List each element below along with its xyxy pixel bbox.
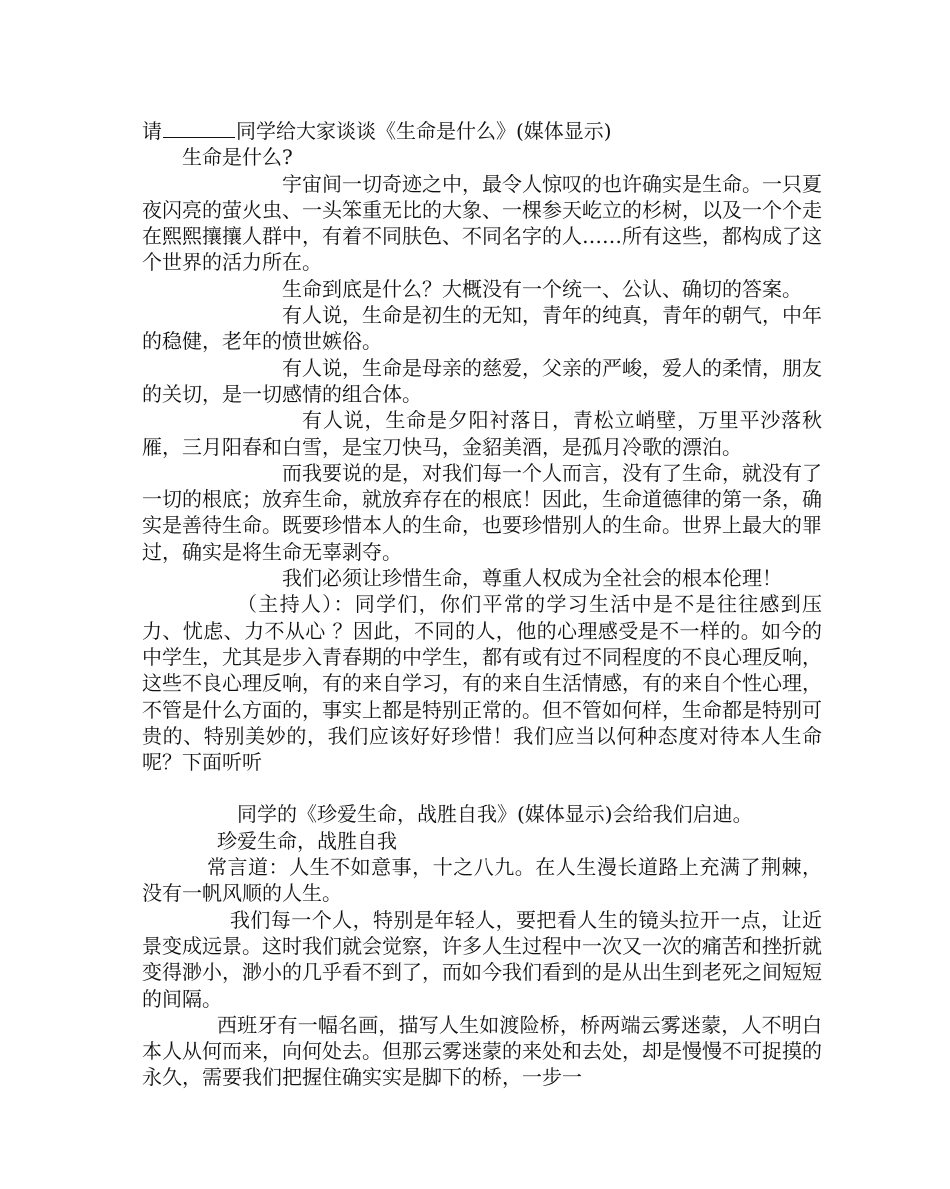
section2-paragraph-1: 常言道：人生不如意事，十之八九。在人生漫长道路上充满了荆棘，没有一帆风顺的人生。 xyxy=(142,855,822,906)
section1-paragraph-3: 有人说，生命是初生的无知，青年的纯真，青年的朝气，中年的稳健，老年的愤世嫉俗。 xyxy=(142,303,822,354)
host-paragraph: （主持人）：同学们，你们平常的学习生活中是不是往往感到压力、忧虑、力不从心 ？因此，不同的人，他的心理感受是不一样的。如今的中学生，尤其是步入青春期的中学生，都有或有过不同程度的不良心理反响，这些不良心理反响，有的来自学习，有的来自生活情感，有的来自个性心理，不管是什么方面的，事实上都是特别正常的。但不管如何样，生命都是特别可贵的、特别美妙的，我们应该好好珍惜！我们应当以何种态度对待本人生命呢？下面听听 xyxy=(142,592,822,775)
section1-paragraph-7: 我们必须让珍惜生命，尊重人权成为全社会的根本伦理！ xyxy=(282,566,782,591)
name-blank xyxy=(163,119,235,138)
section2-heading: 珍爱生命，战胜自我 xyxy=(217,828,397,853)
document-body xyxy=(142,118,822,1091)
intro-line xyxy=(142,118,822,144)
intro-suffix: 同学给大家谈谈《生命是什么》(媒体显示) xyxy=(236,119,612,143)
intro-prefix: 请 xyxy=(142,119,162,143)
section1-paragraph-4: 有人说，生命是母亲的慈爱，父亲的严峻，爱人的柔情，朋友的关切，是一切感情的组合体。 xyxy=(142,355,822,406)
section2-paragraph-3: 西班牙有一幅名画，描写人生如渡险桥，桥两端云雾迷蒙，人不明白本人从何而来，向何处去。但那云雾迷蒙的来处和去处，却是慢慢不可捉摸的永久，需要我们把握住确实实是脚下的桥，一步一 xyxy=(142,1012,822,1090)
paragraph-gap xyxy=(142,775,822,801)
section1-paragraph-6: 而我要说的是，对我们每一个人而言，没有了生命，就没有了一切的根底；放弃生命，就放弃存在的根底！因此，生命道德律的第一条，确实是善待生命。既要珍惜本人的生命，也要珍惜别人的生命。世界上最大的罪过，确实是将生命无辜剥夺。 xyxy=(142,460,822,564)
section1-paragraph-5: 有人说，生命是夕阳衬落日，青松立峭壁，万里平沙落秋雁，三月阳春和白雪，是宝刀快马，金貂美酒，是孤月冷歌的漂泊。 xyxy=(142,408,822,459)
section2-paragraph-2: 我们每一个人，特别是年轻人，要把看人生的镜头拉开一点，让近景变成远景。这时我们就会觉察，许多人生过程中一次又一次的痛苦和挫折就变得渺小，渺小的几乎看不到了，而如今我们看到的是从出生到老死之间短短的间隔。 xyxy=(142,907,822,1011)
section1-paragraph-1: 宇宙间一切奇迹之中，最令人惊叹的也许确实是生命。一只夏夜闪亮的萤火虫、一头笨重无比的大象、一棵参天屹立的杉树，以及一个个走在熙熙攘攘人群中，有着不同肤色、不同名字的人……所有这些，都构成了这个世界的活力所在。 xyxy=(142,171,822,275)
section1-paragraph-2: 生命到底是什么？大概没有一个统一、公认、确切的答案。 xyxy=(282,276,802,301)
section2-intro: 同学的《珍爱生命，战胜自我》(媒体显示)会给我们启迪。 xyxy=(237,802,753,827)
section1-heading: 生命是什么? xyxy=(182,145,293,170)
